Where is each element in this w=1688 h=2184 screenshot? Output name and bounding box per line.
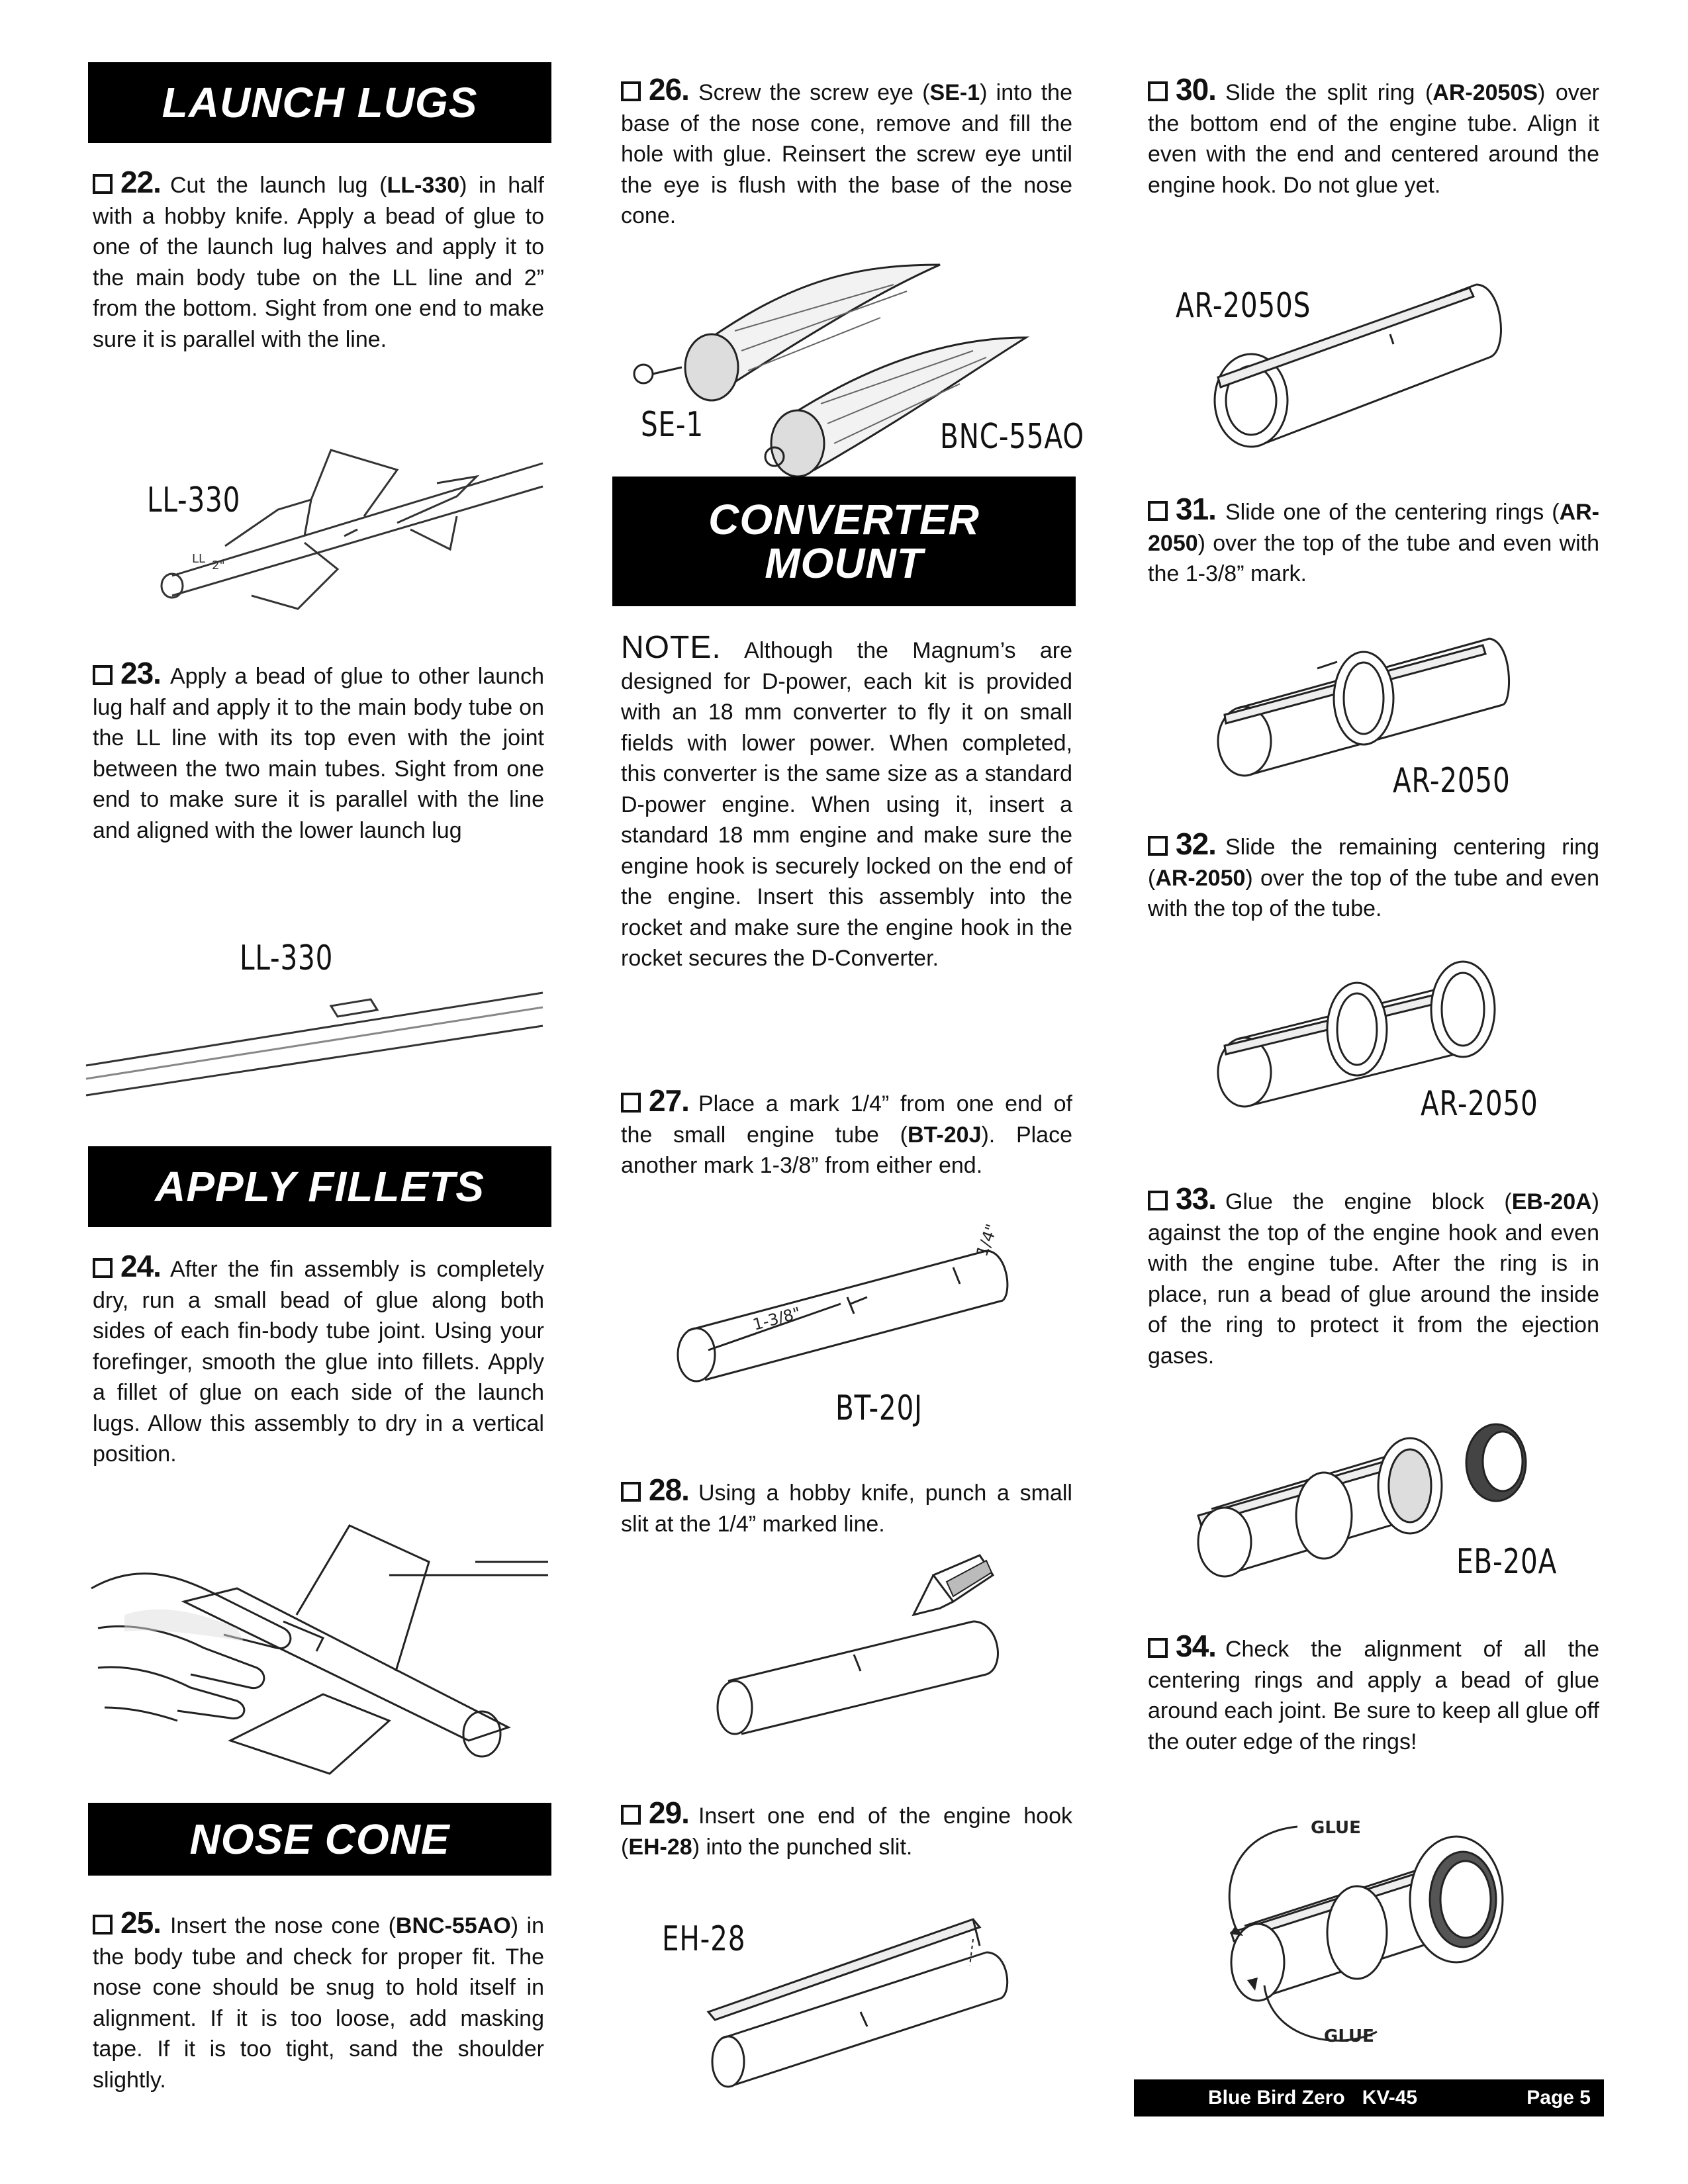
banner-title: APPLY FILLETS <box>155 1163 485 1210</box>
nose-cone-banner <box>88 1803 551 1876</box>
ll-mark: LL <box>192 552 206 566</box>
step-number: 33. <box>1176 1181 1216 1216</box>
bt20j-label: BT-20J <box>835 1388 923 1428</box>
part-number: BT-20J <box>907 1122 982 1148</box>
step-text: Using a hobby knife, punch a small slit at the 1/4” marked line. <box>621 1480 1072 1537</box>
step-34 <box>1148 1631 1599 1757</box>
step-29-checkbox[interactable] <box>621 1805 641 1825</box>
two-inch-mark: 2" <box>212 559 225 572</box>
step-text: After the fin assembly is completely dry, run a small bead of glue along both sides of each fin-body tube joint. Using your forefinger, smooth the glue into fillets. Apply a fillet of glue on each side of the launch lugs. Allow this assembly to dry in a vertical position. <box>93 1257 544 1467</box>
step-33-checkbox[interactable] <box>1148 1191 1168 1210</box>
launch-lug-tube-illustration <box>79 966 556 1112</box>
ll330-label-a: LL-330 <box>147 480 241 520</box>
step-number: 27. <box>649 1083 689 1118</box>
split-ring-illustration <box>1205 271 1509 443</box>
step-26-checkbox[interactable] <box>621 81 641 101</box>
step-text: ) over the top of the tube and even with the 1-3/8” mark. <box>1148 530 1599 586</box>
step-28-checkbox[interactable] <box>621 1482 641 1502</box>
step-31 <box>1148 494 1599 590</box>
step-number: 24. <box>120 1249 161 1283</box>
step-text: Glue the engine block ( <box>1225 1189 1512 1214</box>
fillet-hand-illustration <box>85 1522 561 1807</box>
step-34-checkbox[interactable] <box>1148 1638 1168 1658</box>
ar2050s-label: AR-2050S <box>1176 286 1311 326</box>
step-number: 25. <box>120 1905 161 1940</box>
banner-title: LAUNCH LUGS <box>162 79 478 126</box>
ll330-label-b: LL-330 <box>240 938 334 978</box>
part-number: EB-20A <box>1511 1189 1592 1214</box>
step-text: ) over the top of the tube and even with the top of the tube. <box>1148 865 1599 921</box>
launch-lugs-banner <box>88 62 551 143</box>
converter-mount-banner <box>612 477 1076 606</box>
step-text: Slide the remaining centering ring ( <box>1148 835 1599 891</box>
part-number: LL-330 <box>387 173 460 198</box>
dim-quarter-label: 1/4" <box>972 1221 1002 1259</box>
step-32 <box>1148 829 1599 925</box>
step-text: Place a mark 1/4” from one end of the small engine tube ( <box>621 1091 1072 1148</box>
banner-title: NOSE CONE <box>189 1815 450 1863</box>
note-text: Although the Magnum’s are designed for D-power, each kit is provided with an 18 mm converter to fly it on small fields with lower power. When completed, this converter is the same size as a standard D-power engine. When using it, insert a standard 18 mm engine and make sure the engine hook is securely locked on the end of the engine. Insert this assembly into the rocket and make sure the engine hook in the rocket secures the D-Converter. <box>621 638 1072 971</box>
banner-title-line2: MOUNT <box>765 539 923 587</box>
step-text: ) into the base of the nose cone, remove and fill the hole with glue. Reinsert the screw eye until the eye is flush with the base of the nose cone. <box>621 80 1072 228</box>
step-number: 29. <box>649 1796 689 1830</box>
step-29 <box>621 1797 1072 1862</box>
eb20a-label: EB-20A <box>1456 1542 1558 1582</box>
step-text: Apply a bead of glue to other launch lug half and apply it to the main body tube on the LL line with its top even with the joint between the two main tubes. Sight from one end to make sure it is parallel with the line and aligned with the lower launch lug <box>93 664 544 843</box>
banner-title-line1: CONVERTER <box>708 496 980 543</box>
footer-page: Page 5 <box>1526 2087 1591 2109</box>
ar2050-label-b: AR-2050 <box>1421 1084 1538 1124</box>
step-28 <box>621 1475 1072 1539</box>
se1-label: SE-1 <box>641 405 704 445</box>
step-text: Cut the launch lug ( <box>169 173 387 198</box>
step-number: 31. <box>1176 492 1216 526</box>
step-23 <box>93 658 544 846</box>
step-text: ) into the punched slit. <box>692 1834 913 1860</box>
step-text: Slide the split ring ( <box>1225 80 1433 105</box>
part-number: AR-2050 <box>1148 500 1599 556</box>
engine-hook-illustration <box>708 1913 1019 2085</box>
step-26 <box>621 74 1072 232</box>
step-number: 26. <box>649 72 689 107</box>
note-label: NOTE. <box>621 630 722 665</box>
step-text: ) in half with a hobby knife. Apply a bead of glue to one of the launch lug halves and apply it to the main body tube on the LL line and 2” from the bottom. Sight from one end to make sure it is parallel with the line. <box>93 173 545 352</box>
converter-note <box>621 630 1072 974</box>
hobby-knife-slit-illustration <box>715 1555 1059 1774</box>
part-number: BNC-55AO <box>395 1913 511 1938</box>
step-text: ) in the body tube and check for proper fit. The nose cone should be snug to hold itself in alignment. If it is too loose, add masking tape. If it is too tight, sand the shoulder slightly. <box>93 1913 544 2093</box>
engine-tube-marks-illustration <box>669 1221 1039 1410</box>
ar2050-label-a: AR-2050 <box>1393 761 1511 801</box>
step-number: 32. <box>1176 827 1216 861</box>
centering-ring-one-illustration <box>1211 635 1503 781</box>
apply-fillets-banner <box>88 1146 551 1227</box>
dim-138-label: 1-3/8" <box>751 1303 803 1334</box>
step-22 <box>93 167 544 355</box>
step-number: 28. <box>649 1473 689 1507</box>
part-number: AR-2050S <box>1432 80 1538 105</box>
footer-model: KV-45 <box>1362 2087 1418 2109</box>
eh28-label: EH-28 <box>662 1919 746 1959</box>
step-text: Screw the screw eye ( <box>698 80 930 105</box>
part-number: AR-2050 <box>1155 865 1246 891</box>
step-27-checkbox[interactable] <box>621 1093 641 1113</box>
step-number: 22. <box>120 165 161 199</box>
step-25-checkbox[interactable] <box>93 1915 113 1934</box>
step-30-checkbox[interactable] <box>1148 81 1168 101</box>
launch-lug-fin-illustration <box>146 437 556 609</box>
step-32-checkbox[interactable] <box>1148 836 1168 856</box>
step-number: 30. <box>1176 72 1216 107</box>
step-30 <box>1148 74 1599 201</box>
step-text: ) over the bottom end of the engine tube. Align it even with the end and centered around the engine hook. Do not glue yet. <box>1148 80 1599 198</box>
step-text: Insert one end of the engine hook ( <box>621 1803 1072 1860</box>
part-number: EH-28 <box>628 1834 692 1860</box>
glue-top-label: GLUE <box>1311 1818 1361 1838</box>
bnc55ao-label: BNC-55AO <box>940 417 1084 457</box>
step-33 <box>1148 1183 1599 1371</box>
step-text: Check the alignment of all the centering rings and apply a bead of glue around each joint. Be sure to keep all glue off the outer edge of the rings! <box>1148 1637 1599 1754</box>
part-number: SE-1 <box>929 80 980 105</box>
step-text: Insert the nose cone ( <box>169 1913 396 1938</box>
footer-title: Blue Bird Zero <box>1208 2087 1345 2109</box>
step-25 <box>93 1907 544 2095</box>
step-24 <box>93 1251 544 1470</box>
step-text: Slide one of the centering rings ( <box>1225 500 1560 525</box>
step-number: 34. <box>1176 1629 1216 1663</box>
step-22-checkbox[interactable] <box>93 174 113 194</box>
step-24-checkbox[interactable] <box>93 1258 113 1278</box>
step-text: ). Place another mark 1-3/8” from either end. <box>621 1122 1072 1178</box>
step-number: 23. <box>120 656 161 690</box>
glue-bottom-label: GLUE <box>1324 2026 1374 2046</box>
glue-joints-illustration <box>1192 1813 1536 2052</box>
step-27 <box>621 1085 1072 1181</box>
step-23-checkbox[interactable] <box>93 665 113 685</box>
step-31-checkbox[interactable] <box>1148 501 1168 521</box>
page-footer <box>1134 2079 1604 2116</box>
step-text: ) against the top of the engine hook and even with the engine tube. After the ring is in place, run a bead of glue around the inside of the ring to protect it from the ejection gases. <box>1148 1189 1599 1369</box>
